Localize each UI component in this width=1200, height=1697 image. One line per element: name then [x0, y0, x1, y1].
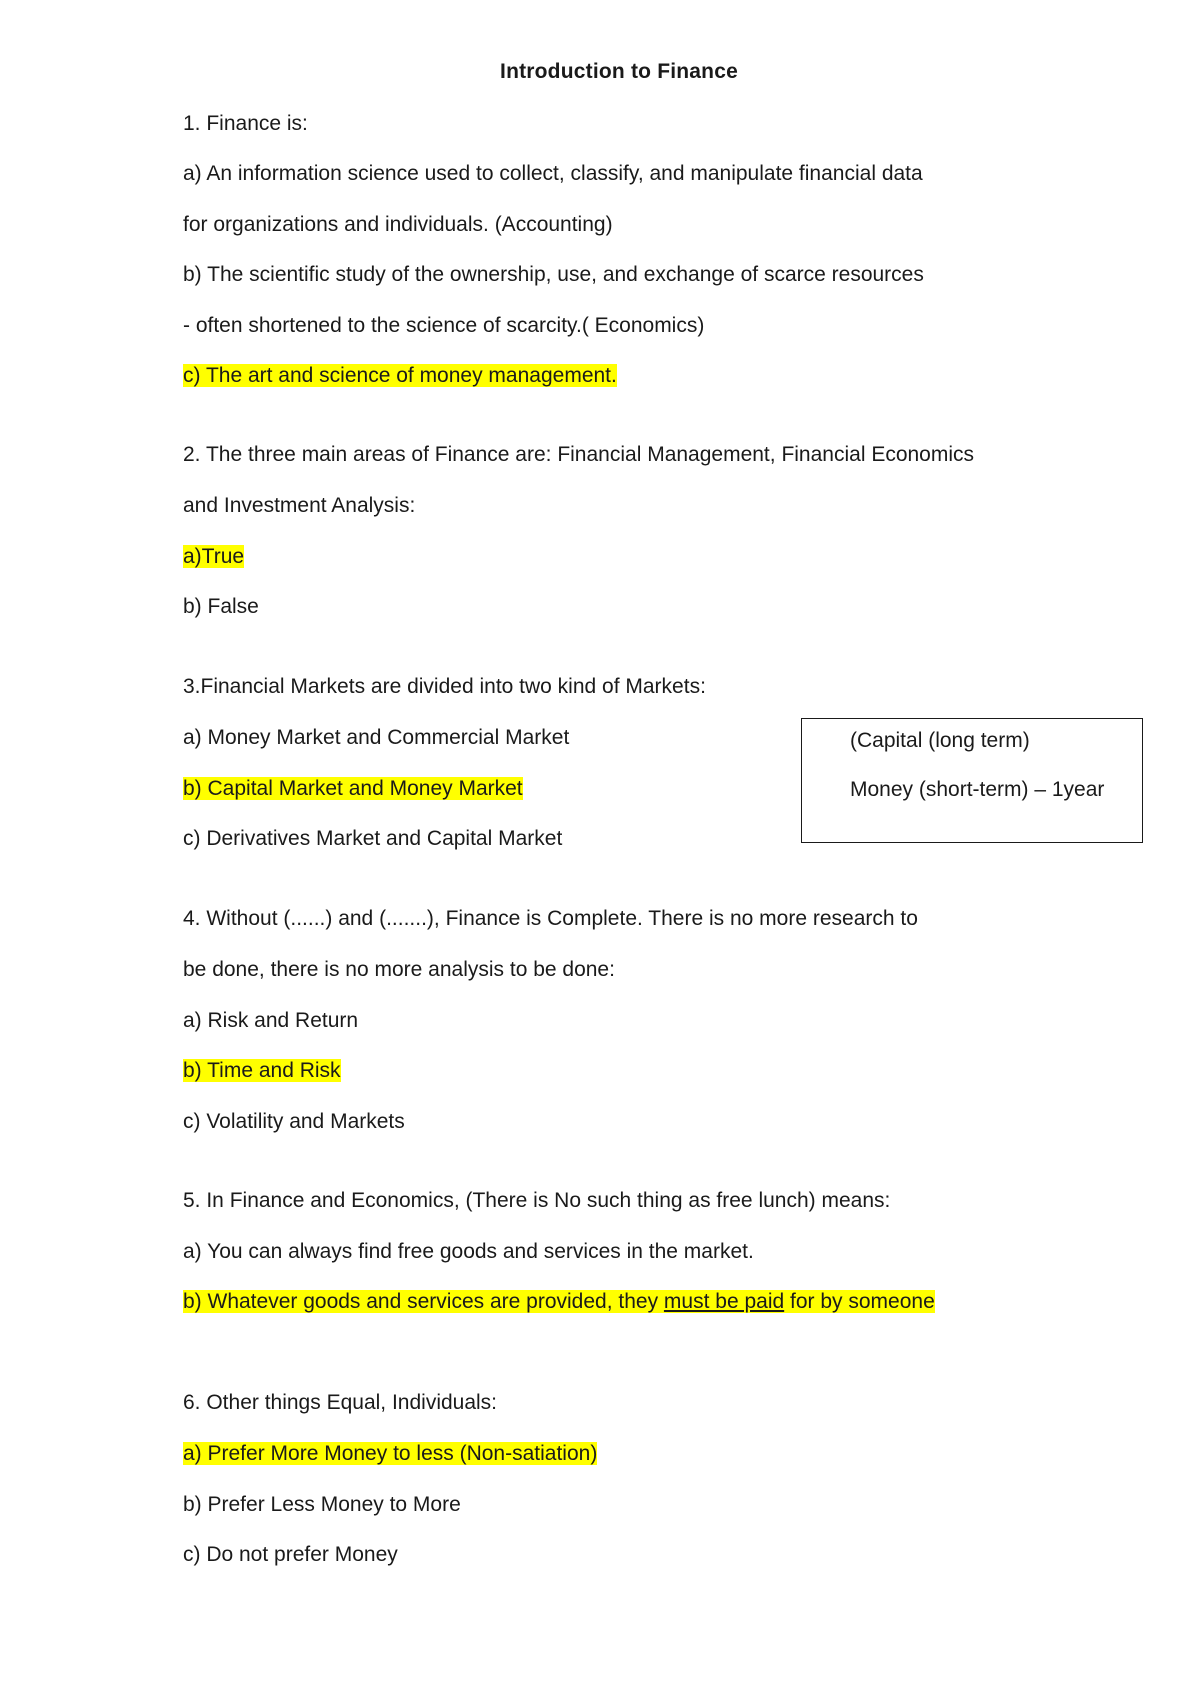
answer-highlight: b) Capital Market and Money Market — [183, 777, 523, 800]
question-1-stem: 1. Finance is: — [183, 112, 308, 135]
question-1-option-b-line-1: b) The scientific study of the ownership, use, and exchange of scarce resources — [183, 263, 924, 286]
question-5-stem: 5. In Finance and Economics, (There is No such thing as free lunch) means: — [183, 1189, 891, 1212]
question-3-option-a: a) Money Market and Commercial Market — [183, 726, 570, 749]
answer-text-post: for by someone — [784, 1290, 935, 1313]
answer-highlight: b) Time and Risk — [183, 1059, 341, 1082]
question-1-option-a-line-1: a) An information science used to collect, classify, and manipulate financial data — [183, 162, 923, 185]
question-3-option-c: c) Derivatives Market and Capital Market — [183, 827, 563, 850]
question-6-option-b: b) Prefer Less Money to More — [183, 1493, 461, 1516]
question-5-option-a: a) You can always find free goods and services in the market. — [183, 1240, 754, 1263]
question-6-option-c: c) Do not prefer Money — [183, 1543, 398, 1566]
note-line-capital: (Capital (long term) — [850, 729, 1030, 752]
question-6-stem: 6. Other things Equal, Individuals: — [183, 1391, 498, 1414]
answer-highlight: a)True — [183, 545, 245, 568]
question-4-stem-line-2: be done, there is no more analysis to be done: — [183, 958, 615, 981]
question-4-option-a: a) Risk and Return — [183, 1009, 359, 1032]
answer-highlight: a) Prefer More Money to less (Non-satiation) — [183, 1442, 598, 1465]
question-5-option-b — [183, 1288, 935, 1316]
question-4-option-b — [183, 1057, 341, 1085]
question-2-stem-line-2: and Investment Analysis: — [183, 494, 416, 517]
question-3-option-b — [183, 775, 523, 803]
question-1-option-a-line-2: for organizations and individuals. (Accounting) — [183, 213, 613, 236]
answer-text-pre: b) Whatever goods and services are provided, they — [183, 1290, 664, 1313]
question-2-stem-line-1: 2. The three main areas of Finance are: Financial Management, Financial Economics — [183, 443, 975, 466]
underlined-phrase: must be paid — [663, 1290, 785, 1313]
answer-highlight: c) The art and science of money management. — [183, 364, 617, 387]
answer-highlight — [183, 1290, 935, 1313]
note-box — [801, 718, 1143, 843]
question-1-option-c — [183, 362, 617, 390]
question-4-option-c: c) Volatility and Markets — [183, 1110, 405, 1133]
document-title: Introduction to Finance — [500, 60, 738, 83]
question-3-stem: 3.Financial Markets are divided into two kind of Markets: — [183, 675, 706, 698]
question-2-option-b: b) False — [183, 595, 259, 618]
question-4-stem-line-1: 4. Without (......) and (.......), Finance is Complete. There is no more research to — [183, 907, 918, 930]
note-line-money: Money (short-term) – 1year — [850, 778, 1105, 801]
question-1-option-b-line-2: - often shortened to the science of scarcity.( Economics) — [183, 314, 705, 337]
question-2-option-a — [183, 543, 244, 571]
question-6-option-a — [183, 1440, 597, 1468]
